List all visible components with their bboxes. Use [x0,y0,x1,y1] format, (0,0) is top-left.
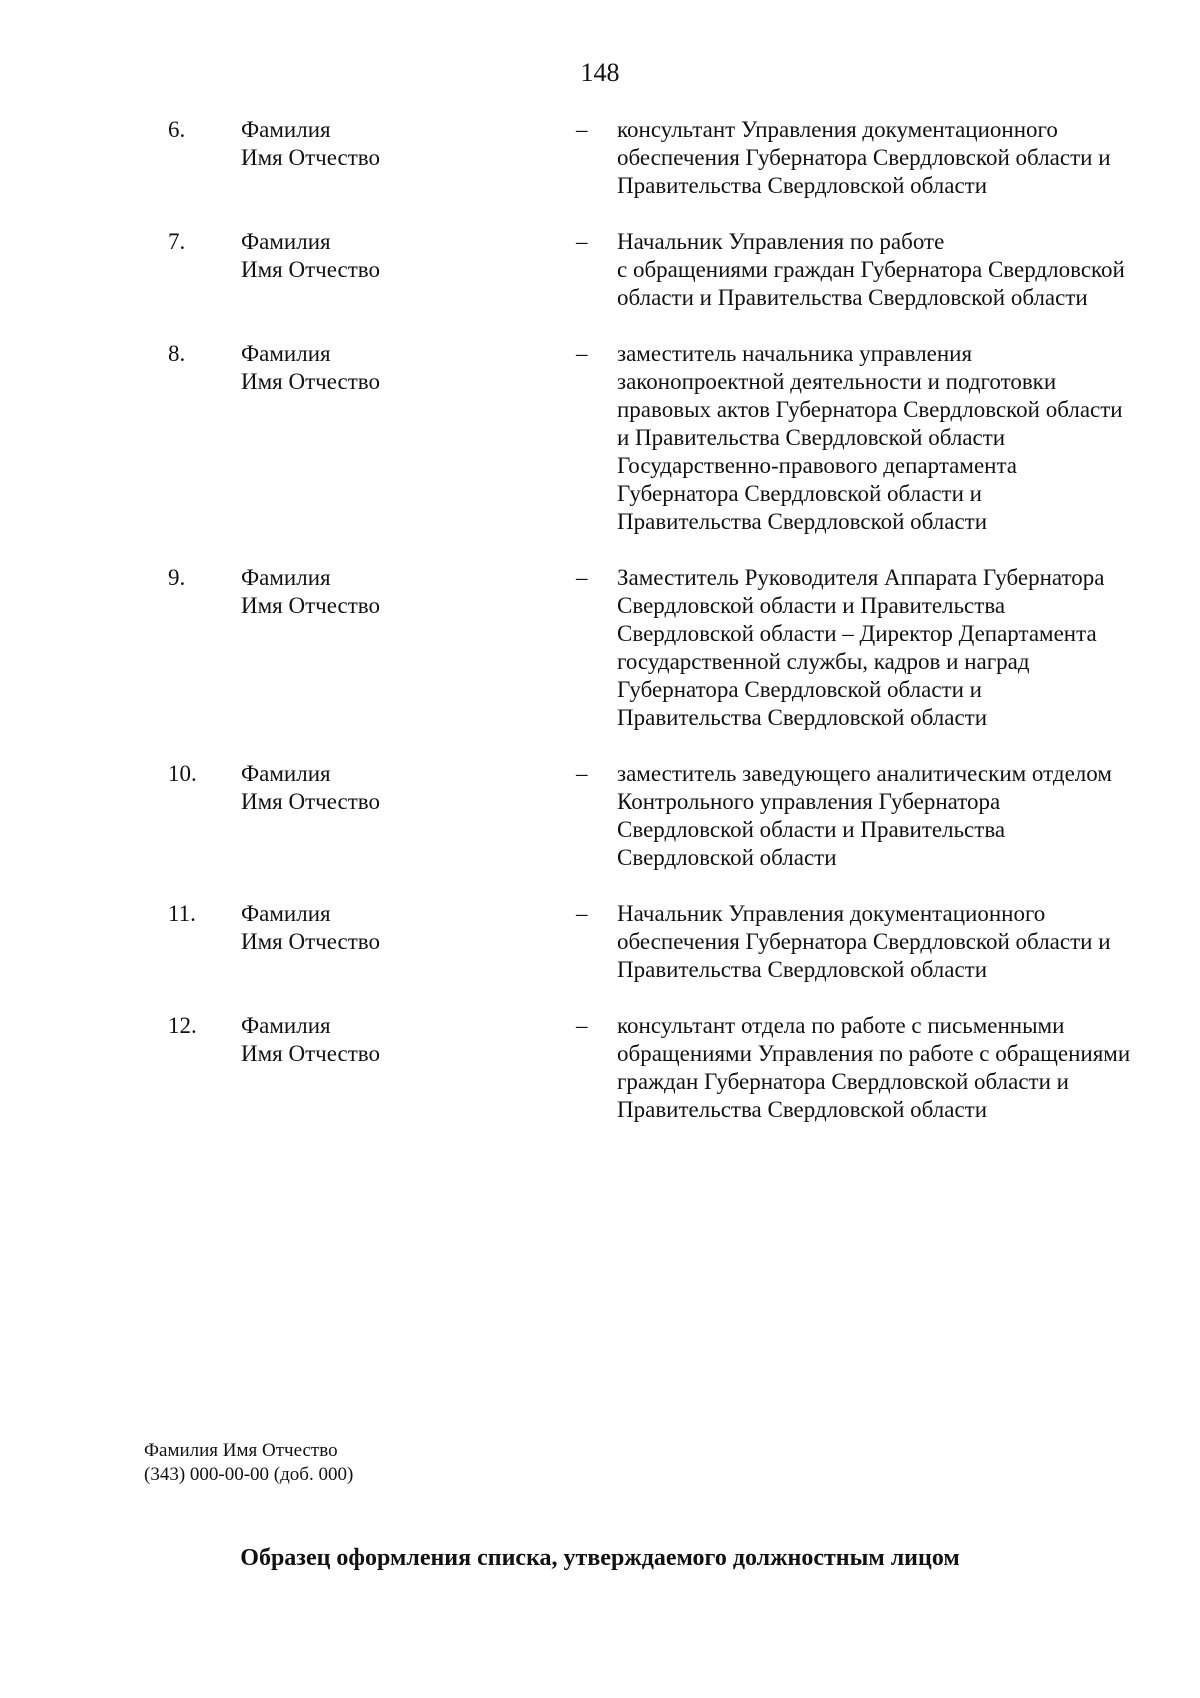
entry-position-line: консультант Управления документационного [617,117,1058,142]
entry-position-line: Правительства Свердловской области [617,957,988,982]
entry-position-line: обращениями Управления по работе с обращениями [617,1041,1131,1066]
entry-position [617,564,1187,732]
entry-position-line: Правительства Свердловской области [617,1097,988,1122]
entry-dash: – [576,229,588,254]
entry-position-line: граждан Губернатора Свердловской области и [617,1069,1069,1094]
entry-dash: – [576,901,588,926]
entry-surname: Фамилия [241,901,331,926]
entry-given-names: Имя Отчество [241,1041,380,1066]
entry-surname: Фамилия [241,117,331,142]
entry-given-names: Имя Отчество [241,929,380,954]
entry-number: 9. [168,565,186,590]
entry-position-line: Свердловской области [617,845,837,870]
list-item [0,564,1200,732]
entry-surname: Фамилия [241,761,331,786]
entry-position-line: Свердловской области и Правительства [617,817,1006,842]
entry-surname: Фамилия [241,1013,331,1038]
entry-person-name [241,340,541,396]
entry-position-line: с обращениями граждан Губернатора Свердловской [617,257,1125,282]
entry-position-line: заместитель начальника управления [617,341,973,366]
list-item [0,228,1200,312]
entry-dash: – [576,1013,588,1038]
entry-surname: Фамилия [241,229,331,254]
entry-given-names: Имя Отчество [241,145,380,170]
entry-position-line: области и Правительства Свердловской области [617,285,1088,310]
entry-position [617,1012,1187,1124]
entry-person-name [241,1012,541,1068]
entry-position-line: обеспечения Губернатора Свердловской области и [617,145,1111,170]
entry-position-line: Правительства Свердловской области [617,173,988,198]
entry-number: 8. [168,341,186,366]
entry-position-line: Свердловской области и Правительства [617,593,1006,618]
page-number: 148 [580,58,620,87]
executor-name: Фамилия Имя Отчество [144,1440,338,1461]
entry-position-line: Контрольного управления Губернатора [617,789,1001,814]
entry-position-line: Правительства Свердловской области [617,705,988,730]
entry-position-line: заместитель заведующего аналитическим отделом [617,761,1112,786]
list-item [0,760,1200,872]
list-item [0,116,1200,200]
entry-position-line: Правительства Свердловской области [617,509,988,534]
entry-position-line: Губернатора Свердловской области и [617,677,982,702]
entry-number: 10. [168,761,197,786]
list-item [0,900,1200,984]
entry-position-line: Свердловской области – Директор Департамента [617,621,1097,646]
entry-given-names: Имя Отчество [241,789,380,814]
entry-position-line: государственной службы, кадров и наград [617,649,1030,674]
entry-person-name [241,228,541,284]
entry-number: 11. [168,901,196,926]
entry-position-line: Заместитель Руководителя Аппарата Губернатора [617,565,1105,590]
list-item [0,1012,1200,1124]
entry-dash: – [576,341,588,366]
entry-position-line: и Правительства Свердловской области [617,425,1006,450]
entry-position-line: консультант отдела по работе с письменными [617,1013,1065,1038]
person-list [0,116,1200,1152]
entry-dash: – [576,565,588,590]
entry-surname: Фамилия [241,565,331,590]
entry-given-names: Имя Отчество [241,257,380,282]
entry-position-line: Начальник Управления по работе [617,229,945,254]
entry-position [617,340,1187,536]
sample-caption: Образец оформления списка, утверждаемого должностным лицом [240,1545,960,1571]
entry-position-line: Губернатора Свердловской области и [617,481,982,506]
entry-position [617,228,1187,312]
entry-position-line: правовых актов Губернатора Свердловской области [617,397,1123,422]
entry-position-line: обеспечения Губернатора Свердловской области и [617,929,1111,954]
list-item [0,340,1200,536]
entry-position-line: Начальник Управления документационного [617,901,1046,926]
executor-phone: (343) 000-00-00 (доб. 000) [144,1464,354,1485]
entry-position [617,116,1187,200]
entry-person-name [241,564,541,620]
entry-position [617,900,1187,984]
entry-given-names: Имя Отчество [241,593,380,618]
entry-number: 12. [168,1013,197,1038]
entry-person-name [241,116,541,172]
executor-contact [144,1439,353,1487]
entry-dash: – [576,761,588,786]
entry-person-name [241,760,541,816]
entry-dash: – [576,117,588,142]
entry-position-line: законопроектной деятельности и подготовки [617,369,1057,394]
entry-number: 7. [168,229,186,254]
entry-number: 6. [168,117,186,142]
entry-surname: Фамилия [241,341,331,366]
entry-person-name [241,900,541,956]
entry-position [617,760,1187,872]
entry-position-line: Государственно-правового департамента [617,453,1017,478]
entry-given-names: Имя Отчество [241,369,380,394]
